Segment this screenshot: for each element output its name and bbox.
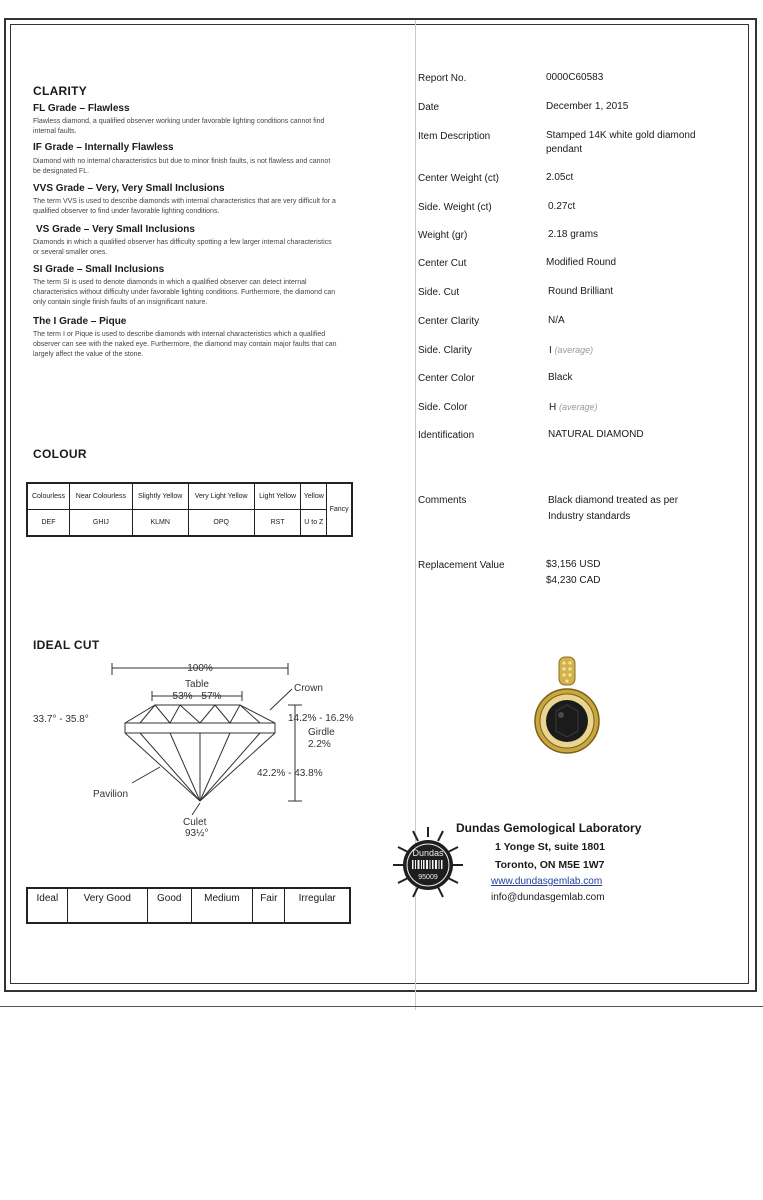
- ideal-cut-heading: IDEAL CUT: [33, 638, 100, 652]
- grade-i-title: The I Grade – Pique: [33, 316, 127, 327]
- colour-fancy: Fancy: [327, 483, 352, 536]
- cut-grade: Fair: [253, 888, 285, 923]
- dim-girdle: Girdle: [308, 727, 335, 738]
- field-label-report-no: Report No.: [418, 73, 467, 84]
- seal-number: 95009: [418, 874, 438, 881]
- field-label-side-color: Side. Color: [418, 402, 468, 413]
- field-label-date: Date: [418, 102, 440, 113]
- field-label-center-cut: Center Cut: [418, 258, 467, 269]
- field-value-side-clarity: [549, 343, 593, 358]
- lab-seal-icon: [388, 823, 468, 903]
- field-label-center-weight: Center Weight (ct): [418, 173, 499, 184]
- grade-vs-desc: Diamonds in which a qualified observer has difficulty spotting a few larger internal characteristics or several smaller ones.: [33, 239, 332, 256]
- field-value-center-cut: Modified Round: [546, 257, 617, 268]
- lab-address-line1: 1 Yonge St, suite 1801: [495, 841, 605, 853]
- colour-heading: COLOUR: [33, 447, 87, 461]
- field-label-identification: Identification: [418, 430, 475, 441]
- dim-total: 100%: [187, 663, 213, 674]
- field-label-replacement-value: Replacement Value: [418, 560, 505, 571]
- replacement-cad: $4,230 CAD: [546, 575, 601, 586]
- dim-table: Table: [185, 679, 209, 690]
- field-value-center-weight: 2.05ct: [546, 172, 574, 183]
- field-label-center-clarity: Center Clarity: [418, 316, 480, 327]
- colour-scale-table: [26, 482, 353, 537]
- cut-grade: Very Good: [67, 888, 147, 923]
- field-value-report-no: 0000C60583: [546, 72, 604, 83]
- field-value-date: December 1, 2015: [546, 101, 629, 112]
- grade-si-desc: The term SI is used to denote diamonds in which a qualified observer can detect internal characteristics without difficulty under favorable lighting conditions. Furthermore, the diamond can only contain single finish faults of an insignificant nature.: [33, 279, 336, 306]
- field-value-side-cut: Round Brilliant: [548, 286, 614, 297]
- field-label-comments: Comments: [418, 495, 467, 506]
- cut-grade: Good: [147, 888, 191, 923]
- pendant-photo: [528, 655, 608, 765]
- colour-col-name: Colourless: [27, 483, 69, 510]
- grade-vvs-desc: The term VVS is used to describe diamonds with internal characteristics that are very difficult for a qualified observer to find under favorable lighting conditions.: [33, 198, 336, 215]
- field-value-replacement-value: [546, 557, 600, 589]
- field-label-side-cut: Side. Cut: [418, 287, 460, 298]
- dim-culet: Culet: [183, 817, 207, 828]
- bottom-rule: [0, 1006, 763, 1007]
- ideal-cut-diagram: [30, 655, 370, 840]
- field-value-side-weight: 0.27ct: [548, 201, 576, 212]
- dim-crown: Crown: [294, 683, 323, 694]
- dim-pavilion: Pavilion: [93, 789, 129, 800]
- grade-if-title: IF Grade – Internally Flawless: [33, 142, 174, 153]
- clarity-heading: CLARITY: [33, 84, 88, 98]
- grade-vs-title: VS Grade – Very Small Inclusions: [36, 224, 195, 235]
- field-value-identification: NATURAL DIAMOND: [548, 429, 644, 440]
- field-label-side-clarity: Side. Clarity: [418, 345, 472, 356]
- side-clarity-grade: I: [549, 345, 552, 356]
- colour-col-grades: GHIJ: [69, 510, 132, 537]
- colour-col-name: Light Yellow: [254, 483, 301, 510]
- field-value-side-color: [549, 400, 598, 415]
- colour-col-name: Slightly Yellow: [132, 483, 188, 510]
- lab-name: Dundas Gemological Laboratory: [456, 821, 642, 835]
- cut-grade: Irregular: [285, 888, 350, 923]
- dim-crown-pct: 14.2% - 16.2%: [288, 713, 354, 724]
- colour-col-grades: U to Z: [301, 510, 327, 537]
- dim-girdle-pct: 2.2%: [308, 739, 331, 750]
- lab-email[interactable]: info@dundasgemlab.com: [491, 892, 605, 903]
- dim-crown-angle: 33.7° - 35.8°: [33, 714, 89, 725]
- grade-si-title: SI Grade – Small Inclusions: [33, 264, 165, 275]
- dim-culet-pct: 93½°: [185, 828, 209, 839]
- field-label-weight-gr: Weight (gr): [418, 230, 468, 241]
- field-value-weight-gr: 2.18 grams: [548, 229, 599, 240]
- colour-col-grades: KLMN: [132, 510, 188, 537]
- seal-text: Dundas: [412, 848, 444, 858]
- grade-fl-desc: Flawless diamond, a qualified observer working under favorable lighting conditions cannot find internal faults.: [33, 118, 325, 135]
- dim-table-pct: 53% - 57%: [172, 691, 222, 702]
- colour-col-name: Yellow: [301, 483, 327, 510]
- grade-vvs-title: VVS Grade – Very, Very Small Inclusions: [33, 183, 225, 194]
- field-value-item-description: Stamped 14K white gold diamond pendant: [546, 130, 696, 155]
- cut-grade: Medium: [191, 888, 253, 923]
- replacement-usd: $3,156 USD: [546, 559, 601, 570]
- side-color-grade: H: [549, 402, 557, 413]
- colour-col-name: Near Colourless: [69, 483, 132, 510]
- colour-col-grades: OPQ: [188, 510, 254, 537]
- field-label-side-weight: Side. Weight (ct): [418, 202, 492, 213]
- grade-fl-title: FL Grade – Flawless: [33, 103, 130, 114]
- grade-if-desc: Diamond with no internal characteristics but due to minor finish faults, is not flawless and cannot be designated FL.: [33, 158, 331, 175]
- colour-col-name: Very Light Yellow: [188, 483, 254, 510]
- field-label-item-description: Item Description: [418, 131, 491, 142]
- field-value-center-color: Black: [548, 372, 573, 383]
- lab-address-line2: Toronto, ON M5E 1W7: [495, 859, 605, 871]
- colour-col-grades: RST: [254, 510, 301, 537]
- grade-i-desc: The term I or Pique is used to describe diamonds with internal characteristics which a qualified observer can see with the naked eye. Furthermore, the diamond may contain major faults that can largely affect the value of the stone.: [33, 331, 337, 358]
- field-label-center-color: Center Color: [418, 373, 475, 384]
- cut-grade-table: [26, 887, 351, 924]
- dim-pavilion-pct: 42.2% - 43.8%: [257, 768, 323, 779]
- side-color-note: (average): [559, 402, 598, 412]
- cut-grade: Ideal: [27, 888, 67, 923]
- lab-website-link[interactable]: www.dundasgemlab.com: [491, 876, 603, 887]
- field-value-comments: Black diamond treated as per Industry standards: [548, 495, 679, 522]
- side-clarity-note: (average): [554, 345, 594, 355]
- colour-col-grades: DEF: [27, 510, 69, 537]
- field-value-center-clarity: N/A: [548, 315, 565, 326]
